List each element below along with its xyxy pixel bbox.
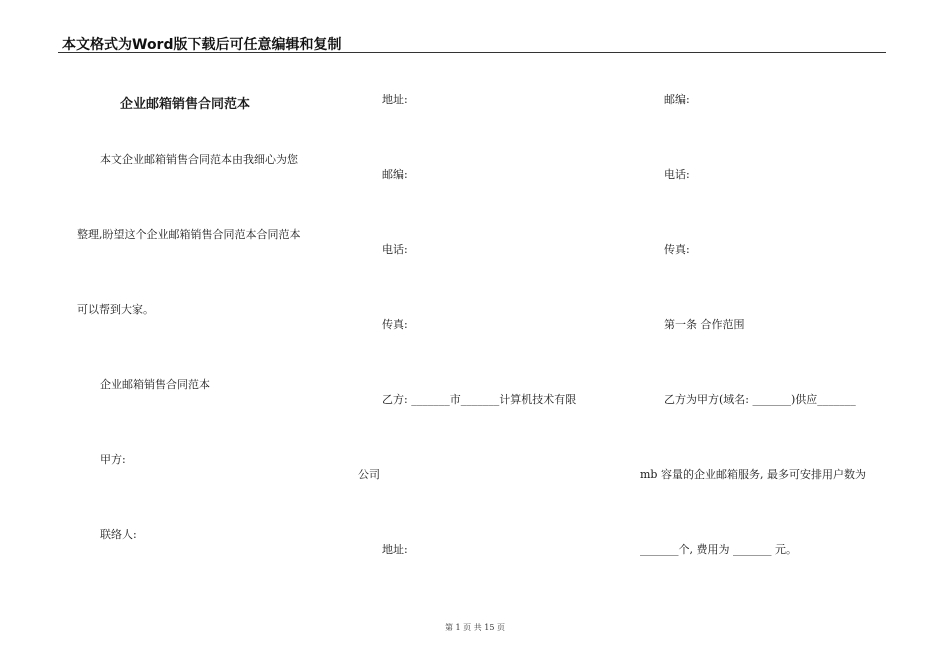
fax-label-b: 传真: xyxy=(664,243,690,256)
address-label: 地址: xyxy=(382,93,408,106)
document-title: 企业邮箱销售合同范本 xyxy=(120,97,251,112)
intro-line-1: 本文企业邮箱销售合同范本由我细心为您 xyxy=(100,153,298,166)
postcode-label: 邮编: xyxy=(382,168,408,181)
header-divider xyxy=(58,52,886,53)
intro-line-3: 可以帮到大家。 xyxy=(77,303,154,316)
header-title: 本文格式为Word版下载后可任意编辑和复制 xyxy=(62,37,342,53)
contract-subtitle: 企业邮箱销售合同范本 xyxy=(100,378,210,391)
contact-label: 联络人: xyxy=(100,528,137,541)
fax-label: 传真: xyxy=(382,318,408,331)
company-line: 公司 xyxy=(358,468,380,481)
party-b-line: 乙方: _______市_______计算机技术有限 xyxy=(382,393,577,406)
clause-line-3: _______个, 费用为 _______ 元。 xyxy=(640,543,797,556)
article-1-heading: 第一条 合作范围 xyxy=(664,318,745,331)
page-number: 第 1 页 共 15 页 xyxy=(445,623,505,632)
clause-line-2: mb 容量的企业邮箱服务, 最多可安排用户数为 xyxy=(640,468,866,481)
phone-label-b: 电话: xyxy=(664,168,690,181)
party-a-label: 甲方: xyxy=(100,453,126,466)
phone-label: 电话: xyxy=(382,243,408,256)
address-label-2: 地址: xyxy=(382,543,408,556)
clause-line-1: 乙方为甲方(域名: _______)供应_______ xyxy=(664,393,856,406)
intro-line-2: 整理,盼望这个企业邮箱销售合同范本合同范本 xyxy=(77,228,301,241)
postcode-label-b: 邮编: xyxy=(664,93,690,106)
